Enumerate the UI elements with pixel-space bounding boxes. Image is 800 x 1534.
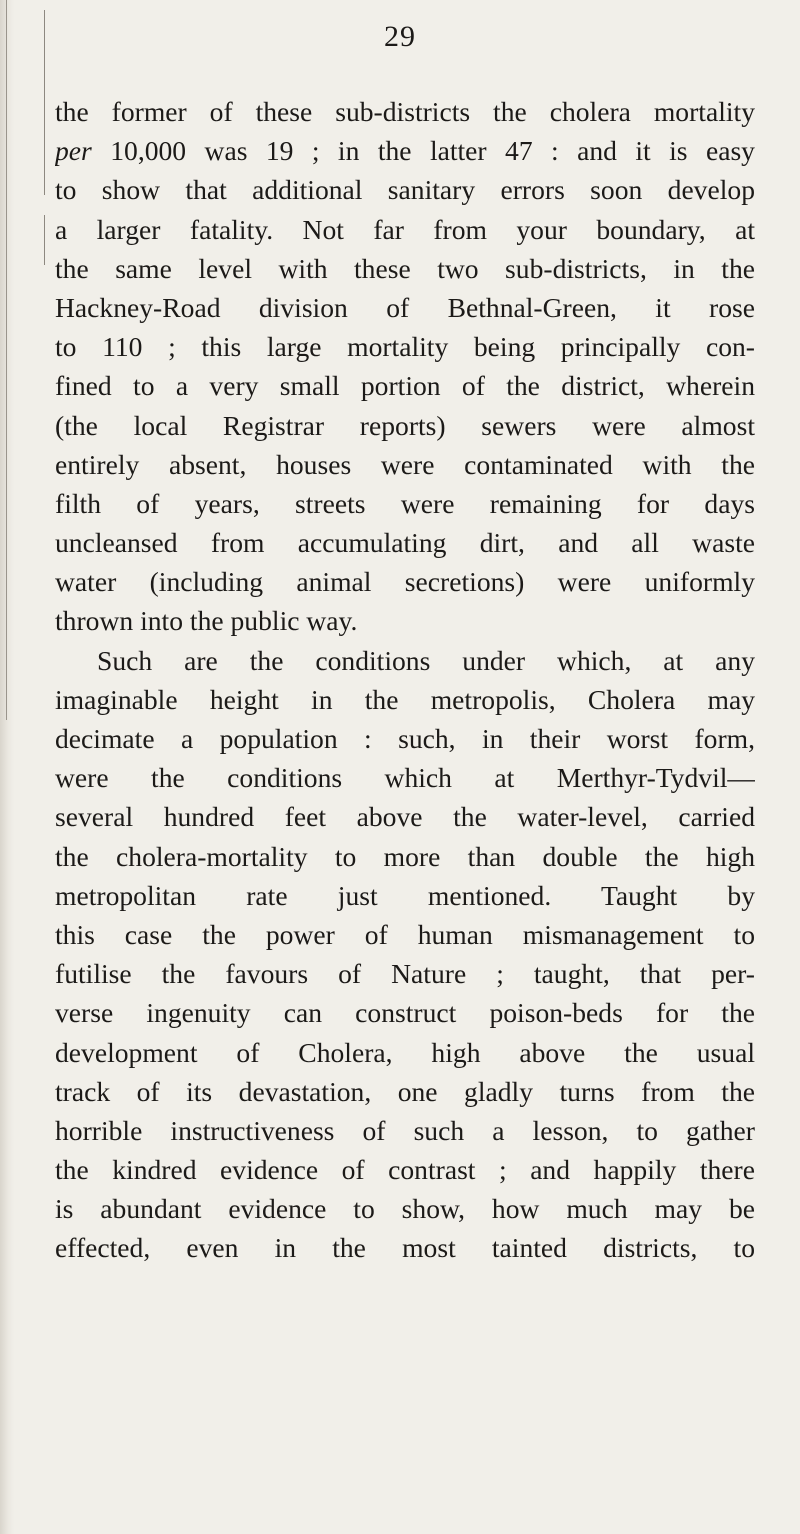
text-line: horrible instructiveness of such a lesson, to gather (55, 1114, 755, 1146)
text-line: track of its devastation, one gladly turns from the (55, 1075, 755, 1107)
margin-rule (6, 0, 7, 720)
text-line: Such are the conditions under which, at any (97, 644, 755, 676)
text-line-rest: 10,000 was 19 ; in the latter 47 : and it is easy (110, 135, 755, 167)
text-line: to show that additional sanitary errors soon develop (55, 174, 755, 206)
text-line: the same level with these two sub-districts, in the (55, 252, 755, 284)
text-line: decimate a population : such, in their worst form, (55, 723, 755, 754)
text-line: effected, even in the most tainted districts, to (55, 1232, 755, 1264)
body-text (55, 92, 755, 1268)
text-line: is abundant evidence to show, how much may be (55, 1193, 755, 1225)
text-line: verse ingenuity can construct poison-beds for the (55, 997, 755, 1029)
text-line (55, 131, 755, 170)
text-line: filth of years, streets were remaining for days (55, 487, 755, 519)
text-line: entirely absent, houses were contaminated with the (55, 448, 755, 480)
text-line: thrown into the public way. (55, 605, 358, 637)
text-line: a larger fatality. Not far from your boundary, at (55, 213, 755, 245)
text-line: to 110 ; this large mortality being principally con- (55, 331, 755, 363)
text-line: the kindred evidence of contrast ; and happily there (55, 1154, 755, 1186)
text-line: several hundred feet above the water-level, carried (55, 801, 755, 833)
text-line: Hackney-Road division of Bethnal-Green, it rose (55, 291, 755, 323)
text-line: water (including animal secretions) were uniformly (55, 566, 755, 598)
text-line: fined to a very small portion of the district, wherein (55, 370, 755, 402)
text-line: (the local Registrar reports) sewers were almost (55, 409, 755, 441)
text-line: imaginable height in the metropolis, Cholera may (55, 683, 755, 715)
text-line: were the conditions which at Merthyr-Tydvil— (55, 762, 755, 794)
page-number: 29 (384, 20, 416, 53)
text-line: uncleansed from accumulating dirt, and all waste (55, 527, 755, 559)
text-line: development of Cholera, high above the usual (55, 1036, 755, 1068)
margin-mark (44, 215, 45, 265)
text-line: futilise the favours of Nature ; taught, that per- (55, 958, 755, 990)
text-line: the former of these sub-districts the cholera mortality (55, 96, 755, 127)
page-edge-shadow (0, 0, 14, 1534)
text-line: metropolitan rate just mentioned. Taught by (55, 879, 755, 911)
text-line: this case the power of human mismanagement to (55, 918, 755, 950)
text-line: the cholera-mortality to more than double the high (55, 840, 755, 872)
italic-word: per (55, 135, 92, 167)
